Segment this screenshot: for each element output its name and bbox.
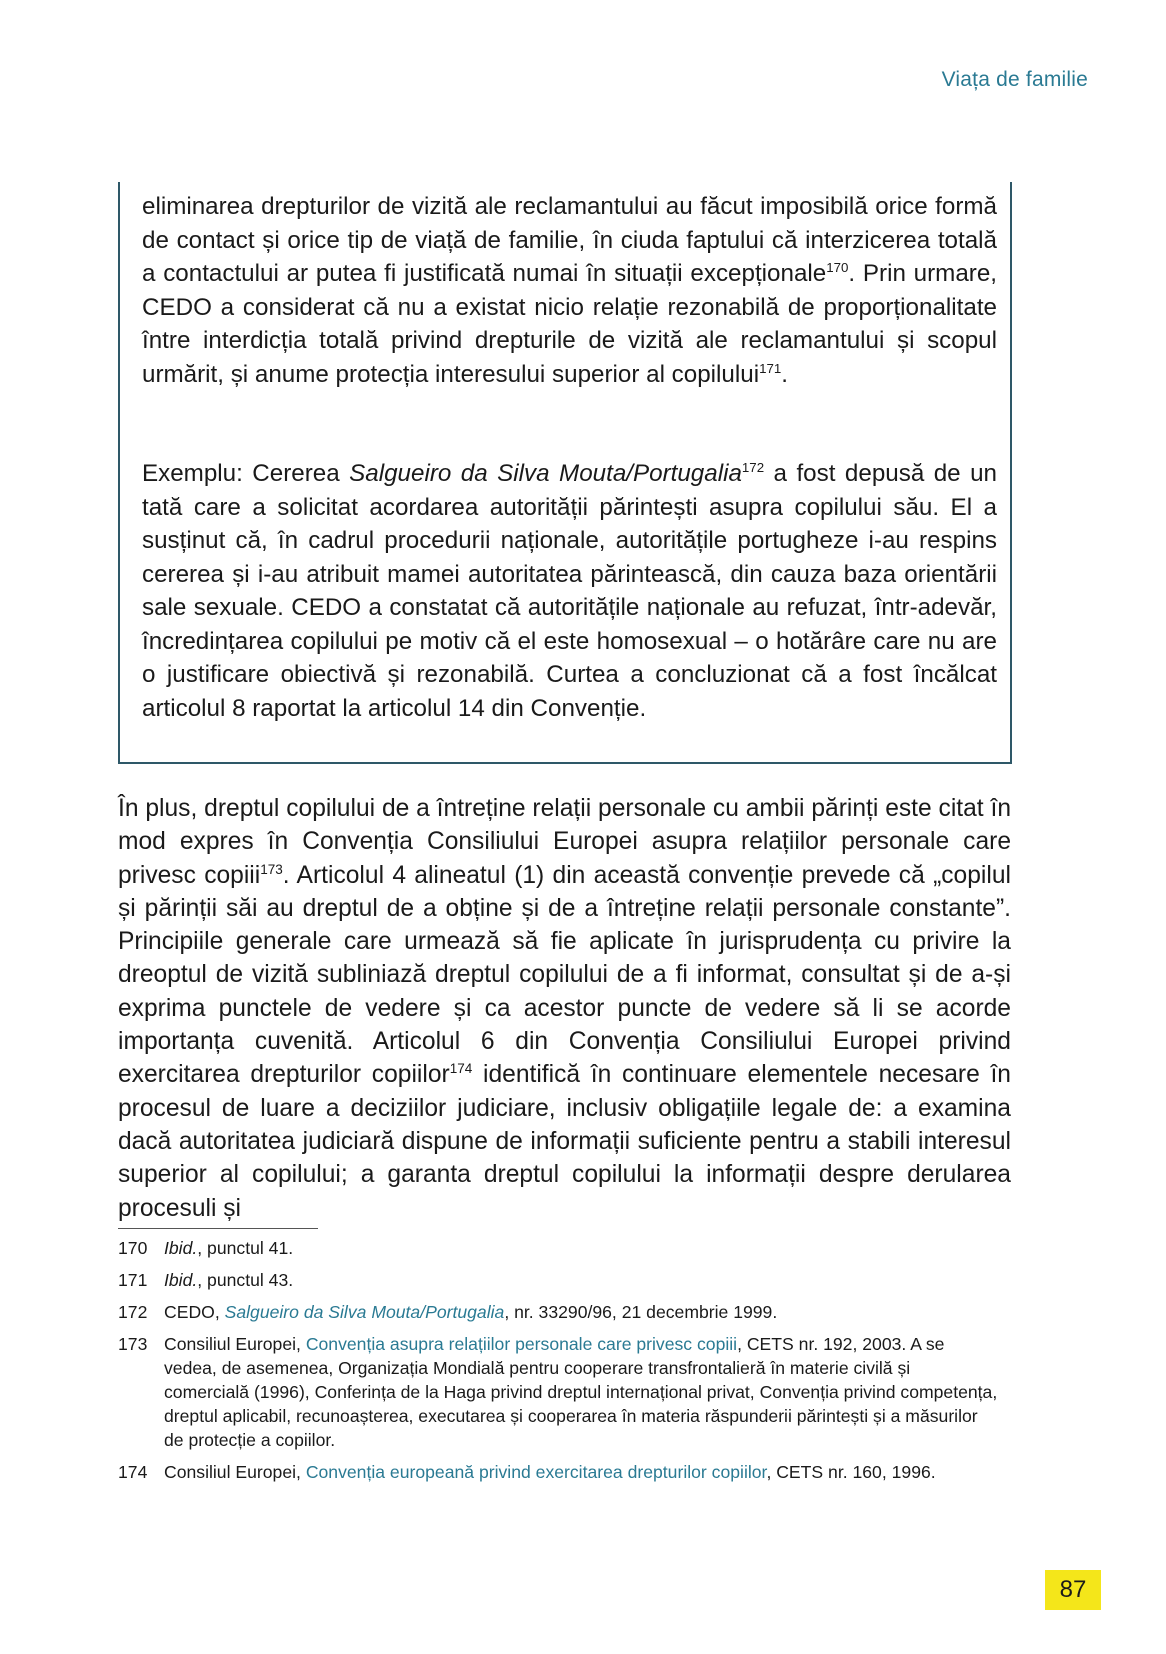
case-link[interactable]: Salgueiro da Silva Mouta/Portugalia [224,1302,505,1322]
footnote-172 [118,1300,998,1324]
footnote-divider [118,1228,318,1229]
footnote-text [164,1300,998,1324]
paragraph-text: . Prin urmare, CEDO a considerat că nu a existat nicio relație rezonabilă de proporționalitate între interdicția totală privind drepturile de vizită ale reclamantului și scopul urmărit, și anume protecția interesului superior al copilului [142,260,997,388]
footnote-text [164,1332,998,1452]
footnotes-section [118,1236,998,1492]
footnote-number: 174 [118,1462,148,1482]
footnote-ibid: Ibid. [164,1238,198,1258]
footnote-text [164,1460,998,1484]
paragraph-text: În plus, dreptul copilului de a întreține relații personale cu ambii părinți este citat în mod expres în Convenția Consiliului Europei asupra relațiilor personale care privesc copiii [118,795,1011,889]
paragraph-text: . Articolul 4 alineatul (1) din această convenție prevede că „copilul și părinții săi au dreptul de a obține și de a întreține relații personale constante”. Principiile generale care urmează să fie aplicate în jurisprudența cu privire la dreoptul de vizită subliniază dreptul copilului de a fi informat, consultat și de a-și exprima punctele de vedere și ca acestor puncte de vedere să li se acorde importanța cuvenită. Articolul 6 din Convenția Consiliului Europei privind exercitarea drepturilor copiilor [118,861,1011,1089]
footnote-number: 170 [118,1238,148,1258]
footnote-prefix: CEDO, [164,1302,225,1322]
footnote-rest: , punctul 43. [197,1270,294,1290]
footnote-ibid: Ibid. [164,1270,198,1290]
footnote-number: 171 [118,1270,148,1290]
footnote-ref-172[interactable]: 172 [741,459,765,475]
footnote-rest: , nr. 33290/96, 21 decembrie 1999. [504,1302,778,1322]
footnote-170 [118,1236,998,1260]
case-name: Salgueiro da Silva Mouta/Portugalia [349,460,742,487]
paragraph-text: identifică în continuare elementele necesare în procesul de luare a deciziilor judiciare, inclusiv obligațiile legale de: a examina dacă autoritatea judiciară dispune de informații suficiente pentru a stabili interesul superior al copilului; a garanta dreptul copilului la informații despre derularea procesuli și [118,1061,1011,1222]
footnote-ref-174[interactable]: 174 [449,1061,473,1077]
footnote-ref-171[interactable]: 171 [759,360,782,376]
footnote-rest: , punctul 41. [197,1238,294,1258]
footnote-text [164,1236,998,1260]
paragraph-text: eliminarea drepturilor de vizită ale reclamantului au făcut imposibilă orice formă de contact și orice tip de viață de familie, în ciuda faptului că interzicerea totală a contactului ar putea fi justificată numai în situații excepționale [142,193,997,287]
example-label: Exemplu: Cererea [142,460,350,487]
footnote-prefix: Consiliul Europei, [164,1462,306,1482]
footnote-number: 173 [118,1334,148,1354]
footnote-174 [118,1460,998,1484]
page-number-badge: 87 [1045,1570,1101,1610]
footnote-173 [118,1332,998,1452]
footnote-ref-173[interactable]: 173 [260,861,283,877]
convention-link[interactable]: Convenția asupra relațiilor personale care privesc copiii [305,1334,738,1354]
example-box-paragraph [142,190,997,391]
footnote-prefix: Consiliul Europei, [164,1334,306,1354]
footnote-rest: , CETS nr. 192, 2003. A se vedea, de asemenea, Organizația Mondială pentru cooperare transfrontalieră în materie civilă și comercială (1996), Conferința de la Haga privind dreptul internațional privat, Convenția privind competența, dreptul aplicabil, recunoașterea, executarea și cooperarea în materia răspunderii părintești și a măsurilor de protecție a copiilor. [164,1334,998,1450]
footnote-171 [118,1268,998,1292]
example-paragraph [142,457,997,725]
footnote-ref-170[interactable]: 170 [826,259,849,275]
example-text: a fost depusă de un tată care a solicitat acordarea autorității părintești asupra copilului său. El a susținut că, în cadrul procedurii naționale, autoritățile portugheze i-au respins cererea și i-au atribuit mamei autoritatea părintească, din cauza baza orientării sale sexuale. CEDO a constatat că autoritățile naționale au refuzat, într-adevăr, încredințarea copilului pe motiv că el este homosexual – o hotărâre care nu are o justificare obiectivă și rezonabilă. Curtea a concluzionat că a fost încălcat articolul 8 raportat la articolul 14 din Convenție. [142,460,997,722]
footnote-rest: , CETS nr. 160, 1996. [766,1462,936,1482]
footnote-number: 172 [118,1302,148,1322]
paragraph-text: . [781,360,788,388]
footnote-text [164,1268,998,1292]
running-header-title: Viața de familie [941,68,1088,91]
convention-link[interactable]: Convenția europeană privind exercitarea drepturilor copiilor [305,1462,767,1482]
body-paragraph [118,792,1011,1225]
